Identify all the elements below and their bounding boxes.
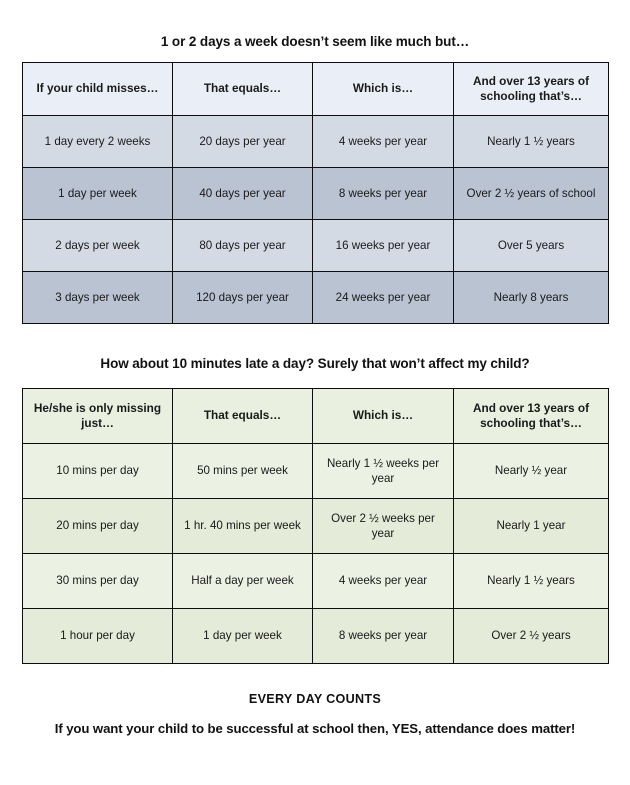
table-header-row [23,389,609,444]
cell-whichis: 4 weeks per year [313,554,454,609]
cell-equals: 40 days per year [173,168,313,220]
table-row [23,220,609,272]
table-row [23,499,609,554]
column-header-overall: And over 13 years of schooling that’s… [454,63,609,116]
column-header-missing: He/she is only missing just… [23,389,173,444]
cell-misses: 1 day per week [23,168,173,220]
cell-equals: 120 days per year [173,272,313,324]
cell-missing: 10 mins per day [23,444,173,499]
column-header-equals: That equals… [173,63,313,116]
cell-equals: Half a day per week [173,554,313,609]
cell-overall: Over 5 years [454,220,609,272]
cell-overall: Over 2 ½ years [454,609,609,664]
cell-equals: 1 day per week [173,609,313,664]
cell-overall: Nearly ½ year [454,444,609,499]
attendance-minutes-table [22,388,609,664]
footer-tagline: If you want your child to be successful at school then, YES, attendance does matter! [54,721,576,736]
table-row [23,168,609,220]
attendance-days-table [22,62,609,324]
table-row [23,116,609,168]
cell-overall: Nearly 1 ½ years [454,116,609,168]
table-minutes-title: How about 10 minutes late a day? Surely that won’t affect my child? [100,356,530,371]
cell-whichis: 8 weeks per year [313,168,454,220]
table-row [23,272,609,324]
cell-whichis: 4 weeks per year [313,116,454,168]
cell-misses: 3 days per week [23,272,173,324]
footer-headline: EVERY DAY COUNTS [248,692,382,706]
table-row [23,554,609,609]
cell-whichis: 16 weeks per year [313,220,454,272]
cell-equals: 50 mins per week [173,444,313,499]
table-row [23,444,609,499]
cell-overall: Nearly 8 years [454,272,609,324]
column-header-whichis: Which is… [313,63,454,116]
column-header-overall: And over 13 years of schooling that’s… [454,389,609,444]
cell-overall: Nearly 1 year [454,499,609,554]
table-days-title: 1 or 2 days a week doesn’t seem like much but… [160,34,470,49]
cell-overall: Over 2 ½ years of school [454,168,609,220]
cell-missing: 30 mins per day [23,554,173,609]
cell-equals: 20 days per year [173,116,313,168]
table-header-row [23,63,609,116]
column-header-equals: That equals… [173,389,313,444]
cell-missing: 1 hour per day [23,609,173,664]
cell-overall: Nearly 1 ½ years [454,554,609,609]
cell-whichis: Nearly 1 ½ weeks per year [313,444,454,499]
cell-misses: 1 day every 2 weeks [23,116,173,168]
cell-missing: 20 mins per day [23,499,173,554]
column-header-misses: If your child misses… [23,63,173,116]
table-row [23,609,609,664]
cell-equals: 80 days per year [173,220,313,272]
cell-whichis: 8 weeks per year [313,609,454,664]
column-header-whichis: Which is… [313,389,454,444]
cell-whichis: Over 2 ½ weeks per year [313,499,454,554]
cell-equals: 1 hr. 40 mins per week [173,499,313,554]
cell-misses: 2 days per week [23,220,173,272]
cell-whichis: 24 weeks per year [313,272,454,324]
